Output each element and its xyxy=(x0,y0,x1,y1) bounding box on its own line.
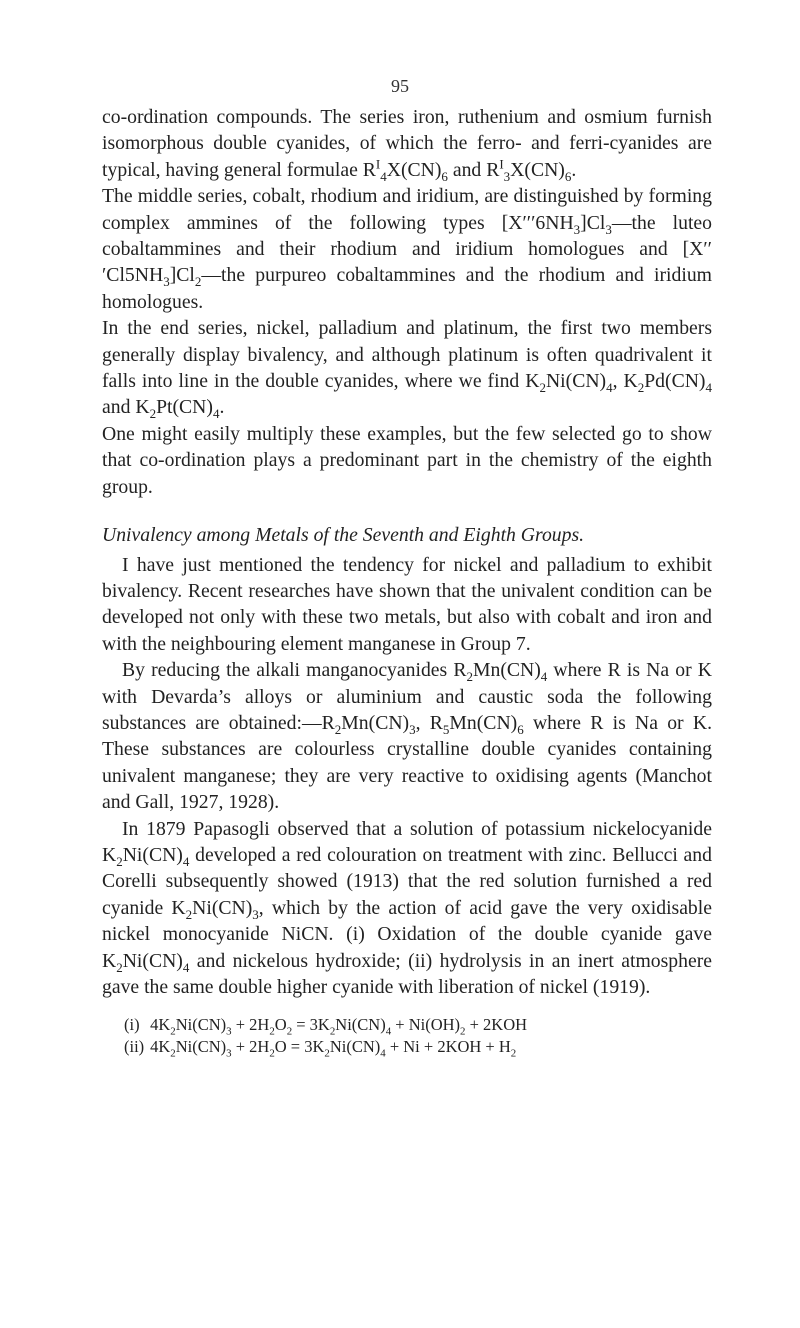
paragraph-ferro-cyanides: co-ordination compounds. The series iron, ruthenium and osmium furnish isomorphous double cyanides, of which the ferro- and ferri-cyanides are typical, having general formulae $R^I_4X(CN)_6$ and $R^I_3X(CN)_6$. xyxy=(102,106,712,184)
equation-hydrolysis: (ii) $4K_2Ni(CN)_3 + 2H_2O = 3K_2Ni(CN)_4 + Ni + 2KOH + H_2$ xyxy=(124,1037,517,1060)
equation-oxidation: (i) $4K_2Ni(CN)_3 + 2H_2O_2 = 3K_2Ni(CN)_4 + Ni(OH)_2 + 2KOH$ xyxy=(124,1015,528,1038)
paragraph-examples: One might easily multiply these examples, but the few selected go to show that co-ordination plays a predominant part in the chemistry of the eighth group. xyxy=(102,422,712,498)
paragraph-nickelocyanide: In 1879 Papasogli observed that a solution of potassium nickelocyanide $K_2Ni(CN)_4$ developed a red colouration on treatment with zinc. Bellucci and Corelli subsequently showed (1913) that the red solution furnished a red cyanide $K_2Ni(CN)_3$, which by the action of acid gave the very oxidisable nickel monocyanide NiCN. (i) Oxidation of the double cyanide gave $K_2Ni(CN)_4$ and nickelous hydroxide; (ii) hydrolysis in an inert atmosphere gave the same double higher cyanide with liberation of nickel (1919). xyxy=(102,817,712,998)
page-body xyxy=(102,104,712,1058)
section-heading: Univalency among Metals of the Seventh and Eighth Groups. xyxy=(102,524,585,547)
paragraph-univalency-intro: I have just mentioned the tendency for nickel and palladium to exhibit bivalency. Recent researches have shown that the univalent condition can be developed not only with these two metals, but also with cobalt and iron and with the neighbouring element manganese in Group 7. xyxy=(102,553,712,655)
paragraph-cobalt-ammines: The middle series, cobalt, rhodium and iridium, are distinguished by forming complex ammines of the following types $[X'''6NH_3]Cl_3—the$ luteo cobaltammines and their rhodium and iridium homologues and $[X'''Cl5NH_3]Cl_2—the$ purpureo cobaltammines and the rhodium and iridium homologues. xyxy=(102,185,712,313)
paragraph-nickel-series: In the end series, nickel, palladium and platinum, the first two members generally display bivalency, and although platinum is often quadrivalent it falls into line in the double cyanides, where we find $K_2Ni(CN)_4$, $K_2Pd(CN)_4$ and $K_2Pt(CN)_4$. xyxy=(102,317,712,422)
page-number: 95 xyxy=(391,76,409,96)
equations xyxy=(102,1014,712,1058)
paragraph-manganocyanides: By reducing the alkali manganocyanides $R_2Mn(CN)_4$ where R is Na or K with Devarda’s alloys or aluminium and caustic soda the following substances are $obtained:—R_2Mn(CN)_3$, $R_5Mn(CN)_6$ where R is Na or K. These substances are colourless crystalline double cyanides containing univalent manganese; they are very reactive to oxidising agents (Manchot and Gall, 1927, 1928). xyxy=(102,659,712,814)
